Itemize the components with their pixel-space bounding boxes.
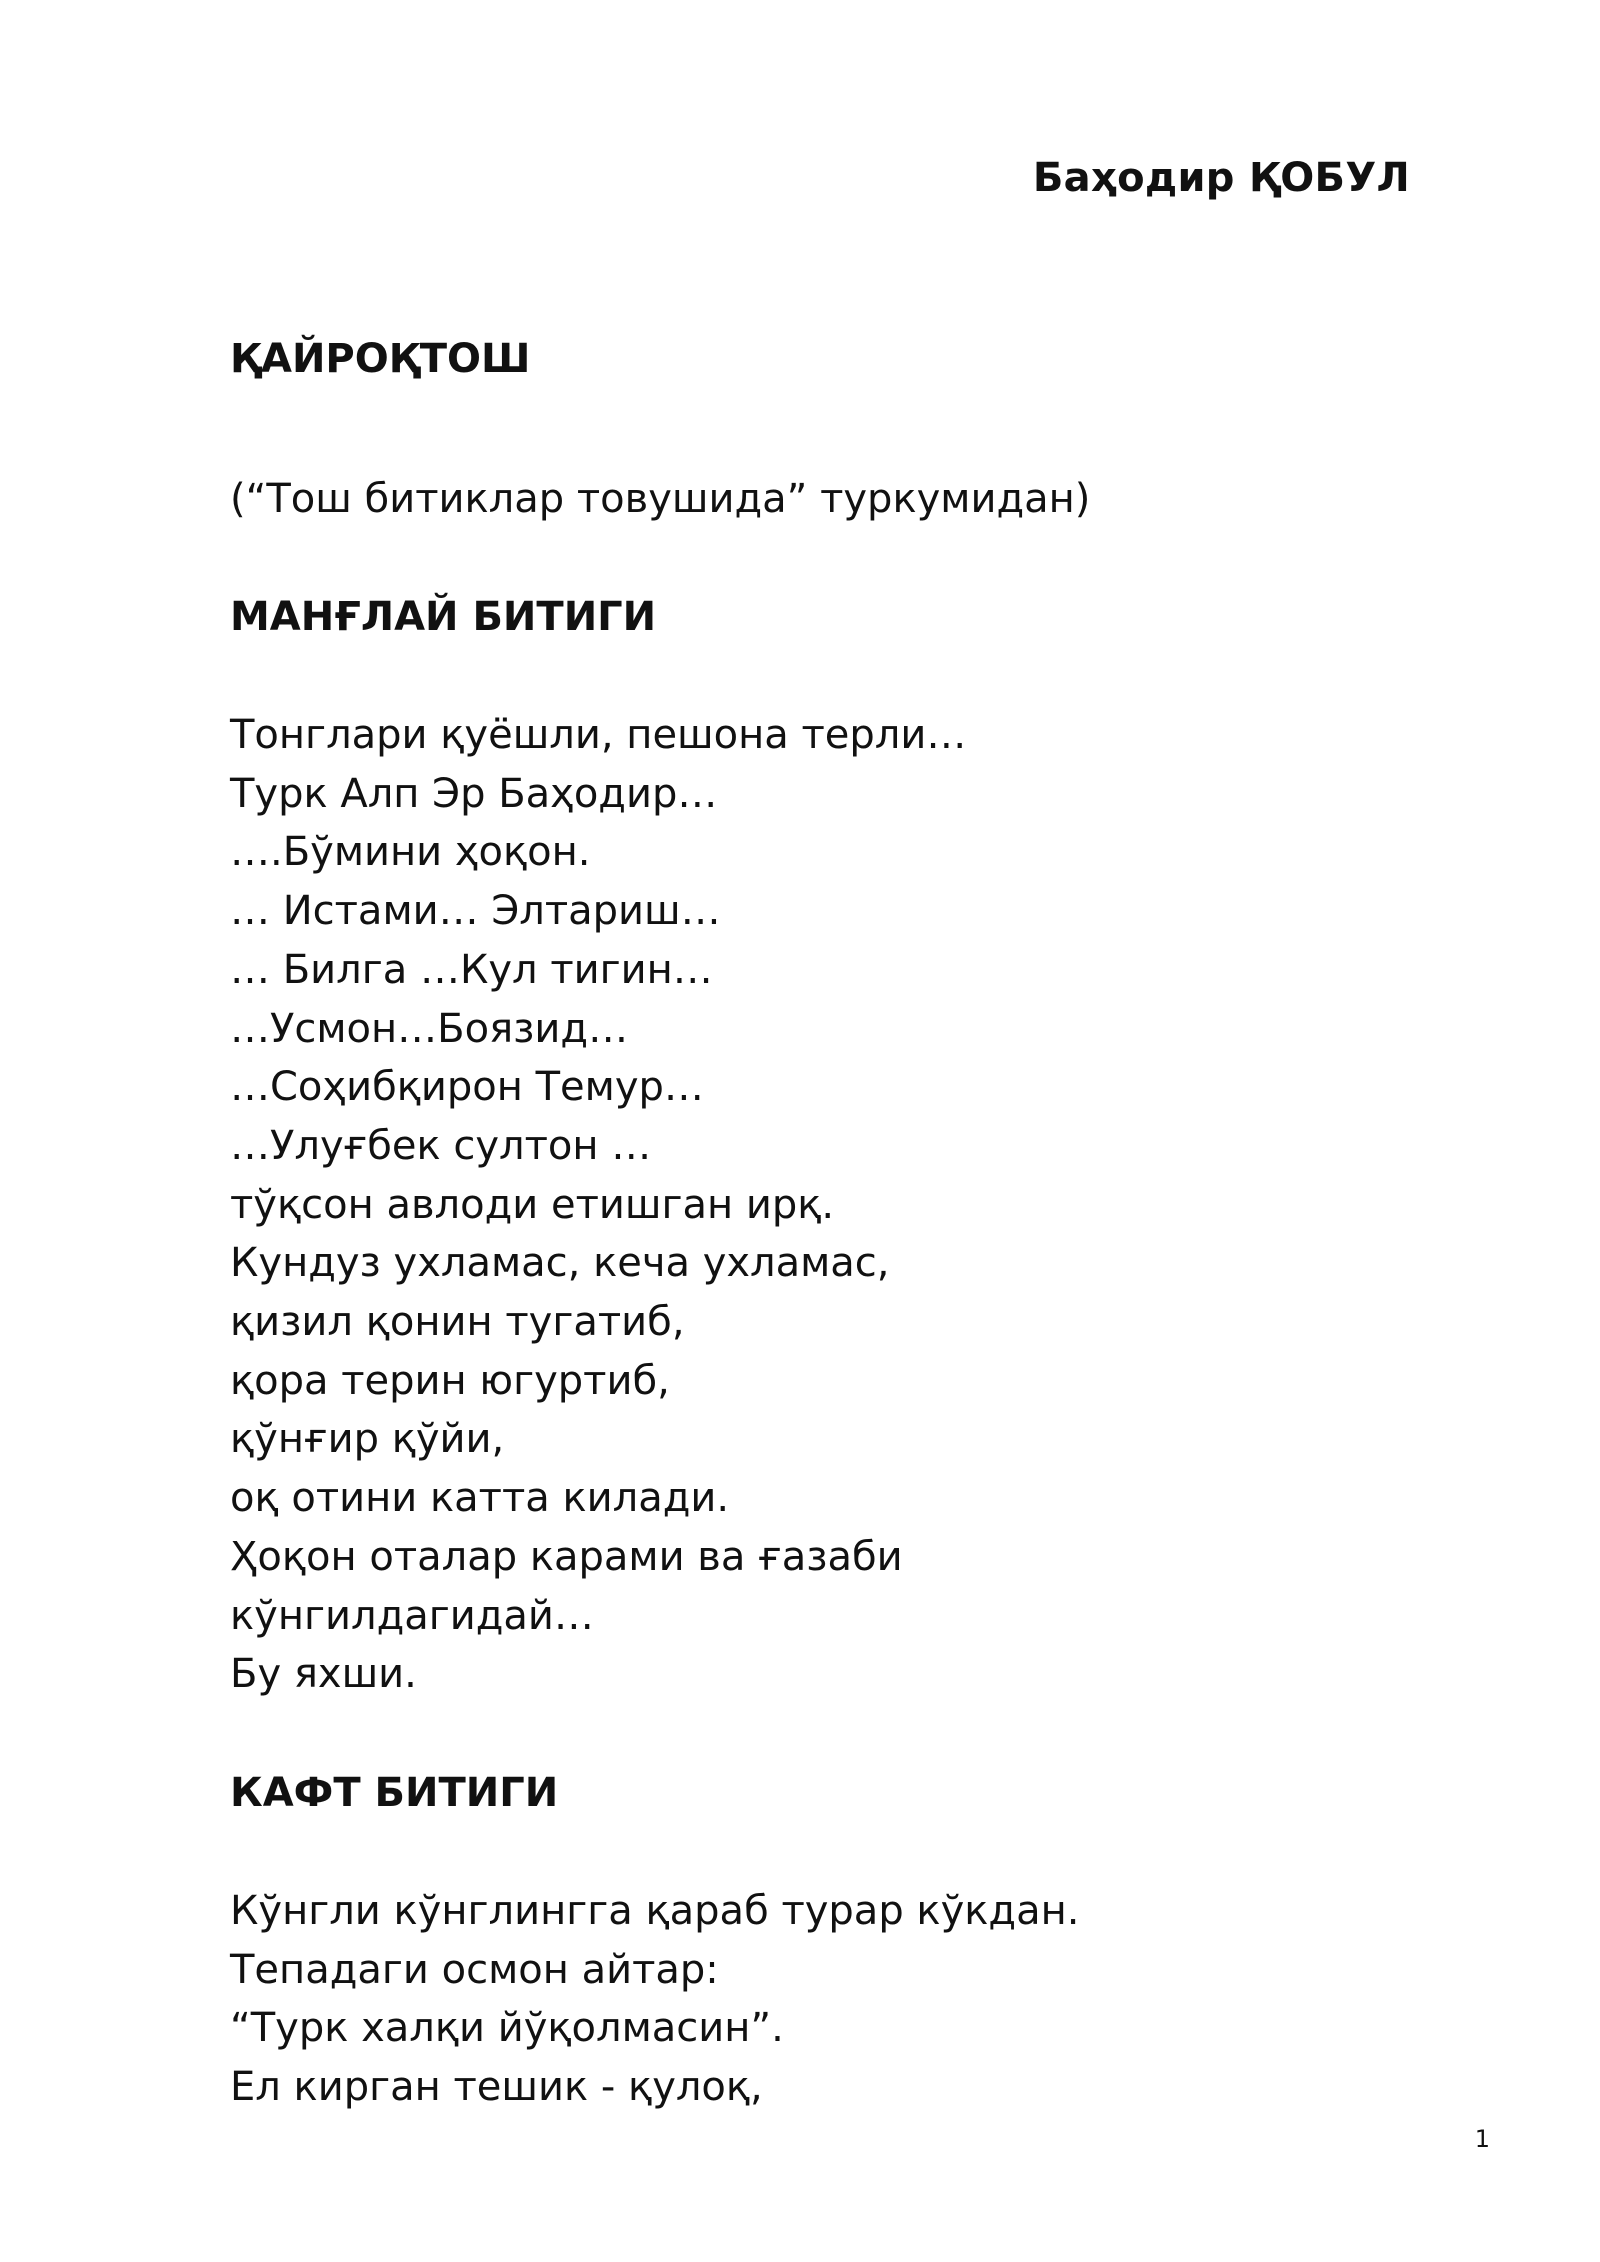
page-number: 1	[1474, 2125, 1490, 2153]
poem-line: …Усмон…Боязид…	[230, 1005, 629, 1052]
poem-subtitle: (“Тош битиклар товушида” туркумидан)	[230, 476, 1091, 522]
poem-line: … Истами… Элтариш…	[230, 888, 721, 935]
poem-line: Тонглари қуёшли, пешона терли…	[230, 712, 967, 758]
author-name: Баҳодир ҚОБУЛ	[1032, 155, 1410, 201]
poem-line: …Соҳибқирон Темур…	[230, 1064, 704, 1111]
poem-line: ….Бўмини ҳоқон.	[230, 829, 591, 876]
poem-line: Ҳоқон оталар карами ва ғазаби	[230, 1533, 903, 1580]
poem-content	[230, 330, 1430, 2117]
poem-line: Кундуз ухламас, кеча ухламас,	[230, 1240, 890, 1287]
poem-line: қизил қонин тугатиб,	[230, 1299, 685, 1346]
poem-line: қўнғир қўйи,	[230, 1416, 505, 1463]
stanza-kaft	[230, 1882, 1430, 2117]
poem-line: қора терин югуртиб,	[230, 1357, 670, 1404]
poem-line: Турк Алп Эр Баҳодир…	[230, 770, 718, 817]
poem-line: Ел кирган тешик - қулоқ,	[230, 2064, 763, 2111]
stanza-manglay	[230, 706, 1430, 1704]
poem-line: … Билга …Кул тигин…	[230, 946, 713, 993]
poem-line: оқ отини катта килади.	[230, 1475, 730, 1522]
section-heading-manglay: МАНҒЛАЙ БИТИГИ	[230, 594, 657, 640]
poem-line: тўқсон авлоди етишган ирқ.	[230, 1181, 835, 1228]
poem-line: Бу яхши.	[230, 1651, 417, 1698]
poem-line: кўнгилдагидай…	[230, 1592, 594, 1639]
section-heading-kaft: КАФТ БИТИГИ	[230, 1769, 559, 1816]
poem-line: Кўнгли кўнглингга қараб турар кўкдан.	[230, 1887, 1080, 1934]
poem-line: Тепадаги осмон айтар:	[230, 1946, 719, 1993]
poem-line: “Турк халқи йўқолмасин”.	[230, 2005, 784, 2052]
poem-line: …Улуғбек султон …	[230, 1122, 652, 1169]
poem-title: ҚАЙРОҚТОШ	[230, 336, 531, 382]
